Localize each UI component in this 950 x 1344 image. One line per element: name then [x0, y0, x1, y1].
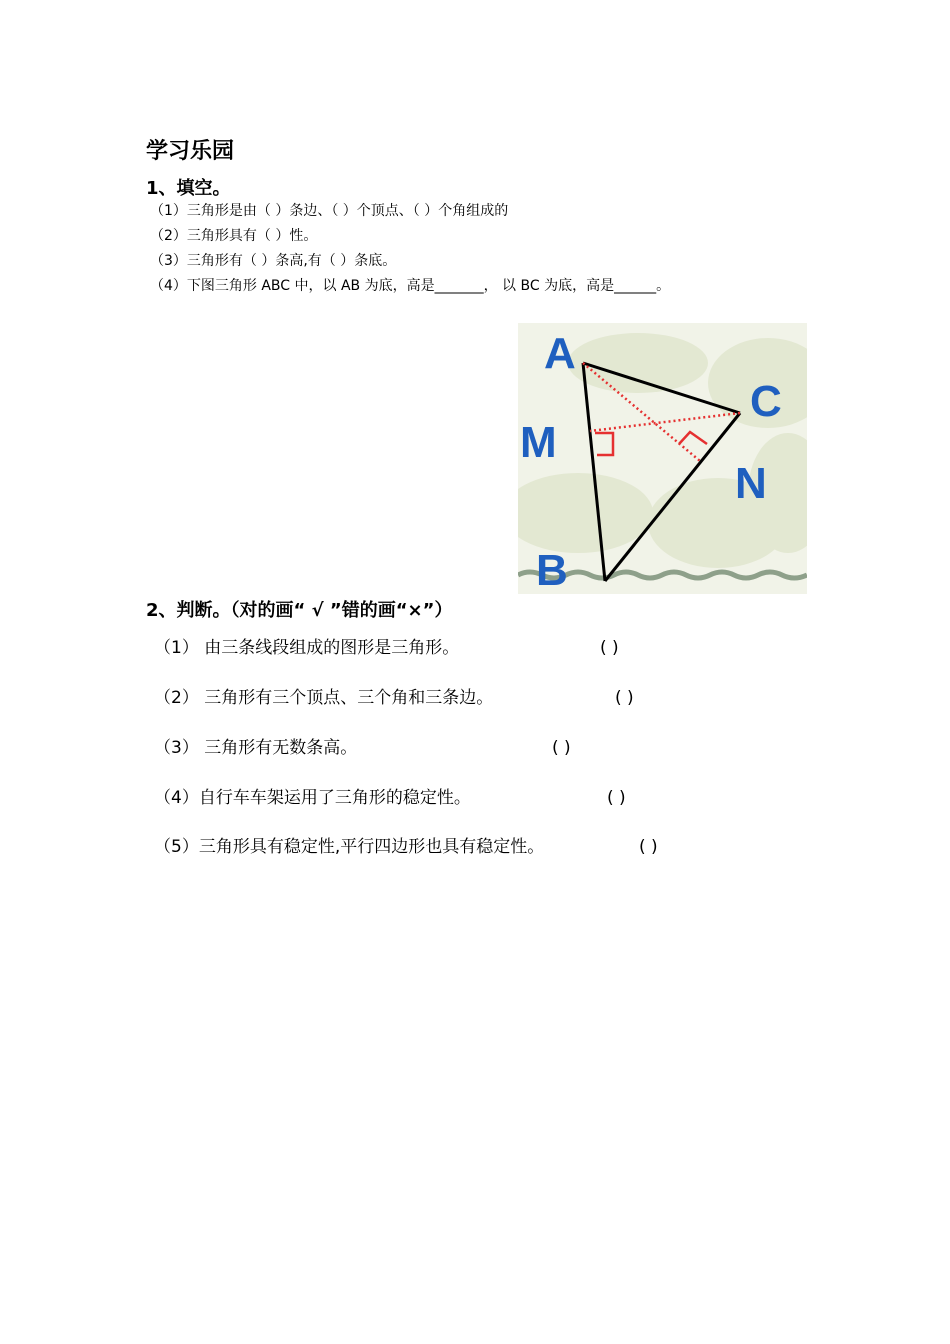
label-c: C	[750, 377, 782, 426]
fill-item-3: （3）三角形有（ ）条高,有（ ）条底。	[150, 253, 397, 269]
answer-paren-5[interactable]: ( )	[639, 837, 658, 857]
judge-item-4: （4）自行车车架运用了三角形的稳定性。	[154, 788, 471, 808]
fill-item-2: （2）三角形具有（ ）性。	[150, 228, 318, 244]
page-title: 学习乐园	[146, 139, 235, 164]
section-2-heading: 2、判断。（对的画“ √ ”错的画“×”）	[146, 600, 453, 621]
label-b: B	[536, 546, 568, 594]
answer-paren-2[interactable]: ( )	[615, 688, 634, 708]
section-1-heading: 1、填空。	[146, 178, 231, 199]
answer-paren-4[interactable]: ( )	[607, 788, 626, 808]
answer-paren-1[interactable]: ( )	[600, 638, 619, 658]
judge-item-3: （3） 三角形有无数条高。	[154, 738, 358, 758]
label-m: M	[520, 418, 557, 467]
answer-paren-3[interactable]: ( )	[552, 738, 571, 758]
label-a: A	[544, 329, 576, 378]
fill-item-4: （4）下图三角形 ABC 中，以 AB 为底，高是_______， 以 BC 为底，高是______。	[150, 278, 671, 294]
judge-item-5: （5）三角形具有稳定性,平行四边形也具有稳定性。	[154, 837, 545, 857]
judge-item-2: （2） 三角形有三个顶点、三个角和三条边。	[154, 688, 494, 708]
fill-item-1: （1）三角形是由（ ）条边、（ ）个顶点、（ ）个角组成的	[150, 203, 509, 219]
judge-item-1: （1） 由三条线段组成的图形是三角形。	[154, 638, 460, 658]
label-n: N	[735, 459, 767, 508]
triangle-figure	[518, 323, 807, 594]
